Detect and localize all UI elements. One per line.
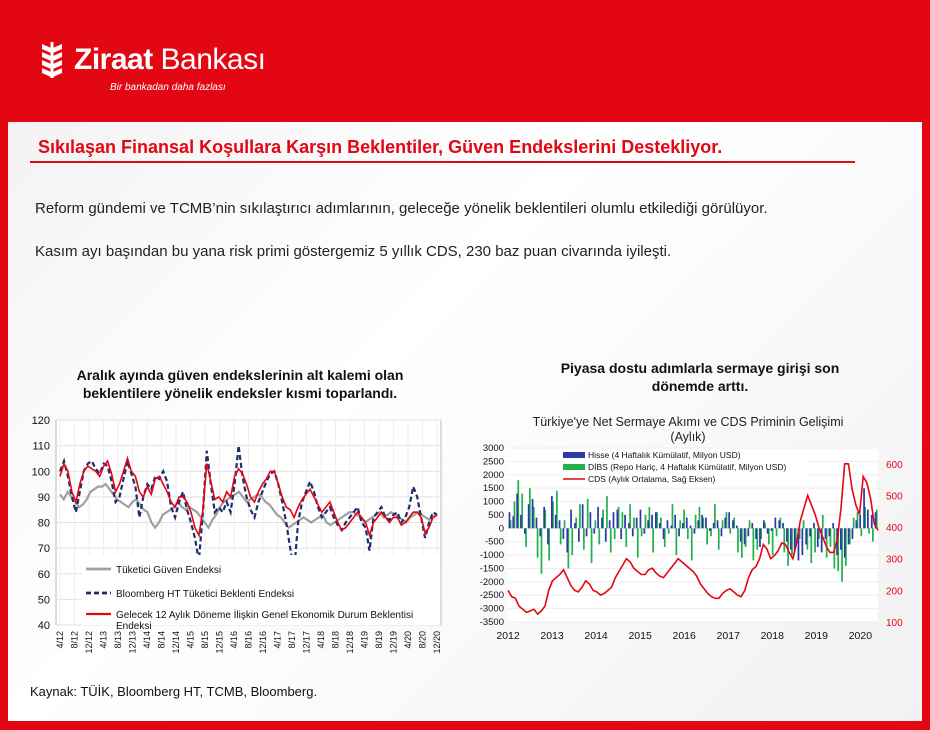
bar-hisse	[578, 528, 580, 541]
bar-hisse	[728, 512, 730, 528]
confidence-index-chart	[22, 412, 450, 670]
bar-hisse	[863, 488, 865, 528]
bar-hisse	[620, 528, 622, 539]
slide-title	[30, 135, 855, 163]
x-tick-label: 12/19	[388, 631, 399, 654]
bar-dibs	[614, 528, 616, 539]
capital-flow-chart	[468, 408, 908, 648]
bar-hisse	[709, 528, 711, 531]
bar-hisse	[644, 528, 646, 533]
bar-hisse	[697, 520, 699, 528]
bar-hisse	[601, 518, 603, 529]
bar-hisse	[717, 520, 719, 528]
x-tick-label: 2013	[540, 630, 564, 642]
x-tick-label: 2014	[584, 630, 608, 642]
bar-dibs	[537, 528, 539, 557]
bar-dibs	[814, 528, 816, 552]
x-tick-label: 2012	[496, 630, 520, 642]
x-tick-label: 4/12	[55, 631, 65, 649]
bar-hisse	[790, 528, 792, 549]
bar-dibs	[595, 520, 597, 528]
bar-dibs	[772, 528, 774, 555]
x-tick-label: 2020	[848, 630, 873, 642]
bar-dibs	[868, 528, 870, 533]
wheat-icon	[38, 40, 66, 80]
bar-hisse	[825, 528, 827, 539]
bar-hisse	[802, 528, 804, 555]
bar-hisse	[520, 515, 522, 528]
bar-hisse	[667, 520, 669, 528]
bar-hisse	[867, 510, 869, 529]
x-tick-label: 4/15	[185, 631, 196, 649]
bar-hisse	[632, 528, 634, 536]
legend-label-hisse: Hisse (4 Haftalık Kümülatif, Milyon USD)	[588, 450, 741, 460]
x-tick-label: 12/18	[345, 631, 355, 654]
bar-dibs	[729, 528, 731, 533]
y-tick-label: 90	[37, 491, 50, 504]
x-tick-label: 8/18	[330, 631, 341, 649]
bar-hisse	[813, 523, 815, 528]
x-tick-label: 2017	[716, 630, 740, 642]
y-tick-label: 2500	[482, 456, 504, 468]
bar-hisse	[829, 528, 831, 536]
bar-hisse	[805, 528, 807, 544]
bar-hisse	[566, 528, 568, 552]
x-tick-label: 4/13	[98, 631, 109, 649]
bar-hisse	[628, 523, 630, 528]
y2-tick-label: 200	[886, 586, 903, 598]
bar-hisse	[817, 528, 819, 547]
bar-hisse	[586, 528, 588, 536]
bar-hisse	[574, 523, 576, 528]
legend-swatch-dibs	[563, 464, 585, 470]
bar-hisse	[832, 523, 834, 528]
x-tick-label: 2015	[628, 630, 652, 642]
bar-hisse	[551, 496, 553, 528]
bar-hisse	[593, 528, 595, 533]
bar-hisse	[740, 528, 742, 541]
bar-dibs	[749, 520, 751, 528]
bar-hisse	[705, 518, 707, 529]
x-tick-label: 8/12	[69, 631, 80, 649]
paragraph-2: Kasım ayı başından bu yana risk primi göstergemiz 5 yıllık CDS, 230 baz puan civarında iyileşti.	[35, 243, 672, 260]
bar-dibs	[668, 528, 670, 533]
bar-hisse	[617, 510, 619, 529]
bar-hisse	[671, 526, 673, 529]
x-tick-label: 2016	[672, 630, 696, 642]
bar-hisse	[597, 507, 599, 528]
y-tick-label: 70	[37, 543, 50, 556]
brand-name: Ziraat Bankası	[74, 43, 266, 76]
bar-hisse	[713, 523, 715, 528]
y-tick-label: 2000	[482, 469, 504, 481]
bar-hisse	[590, 512, 592, 528]
bar-hisse	[509, 512, 511, 528]
x-tick-label: 8/17	[287, 631, 297, 649]
bar-hisse	[852, 528, 854, 539]
legend	[560, 450, 806, 487]
bar-hisse	[686, 518, 688, 529]
x-tick-label: 8/20	[417, 631, 428, 649]
bar-dibs	[633, 518, 635, 529]
y-tick-label: 60	[37, 568, 50, 581]
bar-hisse	[624, 515, 626, 528]
bar-hisse	[840, 528, 842, 549]
bar-dibs	[587, 499, 589, 528]
bar-hisse	[636, 518, 638, 529]
bar-hisse	[690, 526, 692, 529]
bar-dibs	[691, 528, 693, 560]
y-tick-label: -2500	[479, 590, 504, 602]
bar-dibs	[625, 528, 627, 547]
right-heading-line-2: dönemde arttı.	[651, 378, 749, 394]
y-tick-label: -3000	[479, 603, 504, 615]
bar-dibs	[672, 504, 674, 528]
bar-hisse	[848, 528, 850, 544]
bar-hisse	[605, 528, 607, 541]
chart-title: Türkiye'ye Net Sermaye Akımı ve CDS Priminin Gelişimi	[532, 415, 844, 429]
x-tick-label: 8/15	[200, 631, 210, 649]
y-tick-label: 3000	[482, 443, 504, 454]
x-tick-label: 4/16	[229, 631, 239, 649]
bar-dibs	[695, 515, 697, 528]
legend-label-cds: CDS (Aylık Ortalama, Sağ Eksen)	[588, 474, 716, 484]
bar-hisse	[516, 494, 518, 529]
x-tick-label: 8/13	[113, 631, 123, 649]
bar-dibs	[722, 520, 724, 528]
bar-dibs	[591, 528, 593, 563]
left-heading-line-1: Aralık ayında güven endekslerinin alt kalemi olan	[76, 367, 404, 383]
right-heading-line-1: Piyasa dostu adımlarla sermaye girişi son	[560, 360, 840, 376]
bar-hisse	[640, 510, 642, 529]
x-tick-label: 2018	[760, 630, 784, 642]
bar-hisse	[536, 518, 538, 529]
x-tick-label: 4/18	[316, 631, 326, 649]
bar-hisse	[844, 528, 846, 557]
source-note: Kaynak: TÜİK, Bloomberg HT, TCMB, Bloomberg.	[30, 684, 318, 699]
bar-hisse	[759, 528, 761, 547]
bar-hisse	[563, 528, 565, 539]
bar-hisse	[786, 528, 788, 541]
y-tick-label: -1500	[479, 563, 504, 575]
bar-hisse	[809, 528, 811, 536]
bar-dibs	[571, 528, 573, 555]
bar-hisse	[655, 512, 657, 528]
bar-dibs	[645, 515, 647, 528]
bar-dibs	[853, 518, 855, 529]
bar-hisse	[609, 520, 611, 528]
bar-hisse	[694, 528, 696, 533]
x-tick-label: 12/17	[301, 631, 312, 654]
bar-dibs	[803, 520, 805, 528]
bar-hisse	[771, 528, 773, 531]
bar-dibs	[598, 528, 600, 544]
bar-dibs	[679, 520, 681, 528]
bar-hisse	[570, 510, 572, 529]
x-tick-label: 12/15	[214, 631, 225, 654]
bar-hisse	[763, 520, 765, 528]
bar-hisse	[512, 516, 514, 528]
y-tick-label: 1000	[482, 496, 504, 508]
bar-hisse	[582, 504, 584, 528]
bar-dibs	[783, 528, 785, 552]
x-tick-label: 4/20	[403, 631, 413, 649]
y-tick-label: 40	[37, 620, 50, 632]
bar-hisse	[775, 518, 777, 529]
bar-hisse	[547, 528, 549, 544]
left-heading-line-2: beklentilere yönelik endeksler kısmi toparlandı.	[82, 385, 398, 401]
bar-hisse	[663, 528, 665, 539]
bar-dibs	[706, 528, 708, 544]
x-tick-label: 12/14	[171, 631, 181, 654]
bar-dibs	[583, 528, 585, 549]
bar-hisse	[856, 520, 858, 528]
bar-hisse	[755, 528, 757, 539]
bar-dibs	[606, 496, 608, 528]
bar-hisse	[524, 528, 526, 533]
x-tick-label: 12/12	[84, 631, 94, 654]
bar-hisse	[532, 499, 534, 528]
y-tick-label: 50	[37, 594, 50, 607]
y2-tick-label: 500	[886, 491, 903, 503]
right-chart-heading	[520, 359, 880, 395]
y-tick-label: 110	[32, 440, 50, 453]
x-tick-label: 8/19	[374, 631, 384, 649]
x-tick-label: 12/20	[432, 631, 442, 654]
bar-dibs	[610, 528, 612, 552]
y2-tick-label: 100	[886, 618, 903, 629]
bar-hisse	[732, 520, 734, 528]
bar-hisse	[559, 520, 561, 528]
bar-hisse	[859, 515, 861, 528]
y-tick-label: 100	[31, 466, 50, 479]
bar-dibs	[687, 528, 689, 539]
x-tick-label: 4/17	[272, 631, 283, 649]
y-tick-label: 80	[37, 517, 50, 530]
bar-hisse	[721, 528, 723, 536]
bar-dibs	[564, 520, 566, 528]
bar-hisse	[744, 528, 746, 544]
x-tick-label: 4/19	[359, 631, 370, 649]
x-tick-label: 8/14	[156, 631, 167, 649]
y-tick-label: 500	[488, 509, 504, 521]
y2-tick-label: 400	[886, 523, 903, 535]
bar-hisse	[659, 523, 661, 528]
y-tick-label: -1000	[479, 550, 504, 562]
bar-hisse	[778, 520, 780, 528]
x-tick-label: 8/16	[243, 631, 254, 649]
bar-dibs	[776, 528, 778, 536]
y-tick-label: 0	[498, 523, 504, 535]
x-tick-label: 12/13	[127, 631, 138, 654]
bar-dibs	[579, 504, 581, 528]
bar-dibs	[652, 528, 654, 552]
bar-dibs	[753, 528, 755, 560]
y2-tick-label: 600	[886, 459, 903, 471]
bar-hisse	[724, 518, 726, 529]
paragraph-1: Reform gündemi ve TCMB’nin sıkılaştırıcı adımlarının, geleceğe yönelik beklentileri olumlu etkilediği görülüyor.	[35, 200, 768, 217]
bar-hisse	[674, 515, 676, 528]
bar-hisse	[539, 528, 541, 536]
bar-hisse	[528, 504, 530, 528]
left-chart-heading	[40, 366, 440, 402]
bar-dibs	[676, 528, 678, 555]
bar-hisse	[751, 523, 753, 528]
bar-hisse	[782, 523, 784, 528]
bar-hisse	[555, 515, 557, 528]
legend-label-2: Bloomberg HT Tüketici Beklenti Endeksi	[116, 589, 295, 600]
bar-hisse	[736, 526, 738, 529]
bar-hisse	[748, 528, 750, 536]
bar-hisse	[678, 528, 680, 536]
y-tick-label: 1500	[482, 483, 504, 495]
legend-label-1: Tüketici Güven Endeksi	[116, 565, 222, 576]
legend-label-dibs: DİBS (Repo Hariç, 4 Haftalık Kümülatif, Milyon USD)	[588, 462, 787, 472]
y-tick-label: -500	[484, 536, 504, 548]
bar-dibs	[737, 528, 739, 552]
x-tick-label: 4/14	[142, 631, 152, 649]
y2-tick-label: 300	[886, 554, 903, 566]
slide-title-text: Sıkılaşan Finansal Koşullara Karşın Beklentiler, Güven Endekslerini Destekliyor.	[38, 137, 723, 157]
legend-label-3b: Endeksi	[116, 621, 152, 632]
bar-hisse	[543, 507, 545, 528]
bar-dibs	[560, 528, 562, 544]
x-tick-label: 12/16	[258, 631, 268, 654]
y-tick-label: -2000	[479, 576, 504, 588]
bar-hisse	[871, 515, 873, 528]
bar-hisse	[651, 515, 653, 528]
bar-dibs	[718, 528, 720, 549]
y-tick-label: -3500	[479, 617, 504, 628]
bar-dibs	[861, 528, 863, 536]
bar-hisse	[701, 515, 703, 528]
bar-hisse	[647, 520, 649, 528]
bar-dibs	[622, 512, 624, 528]
legend-label-3a: Gelecek 12 Aylık Döneme İlişkin Genel Ekonomik Durum Beklentisi	[116, 610, 414, 621]
y-tick-label: 120	[31, 415, 50, 427]
legend-swatch-hisse	[563, 452, 585, 458]
bar-hisse	[613, 512, 615, 528]
brand-tagline: Bir bankadan daha fazlası	[110, 82, 226, 93]
bar-dibs	[641, 528, 643, 536]
bar-hisse	[682, 523, 684, 528]
bar-dibs	[822, 515, 824, 528]
bar-hisse	[767, 528, 769, 533]
x-tick-label: 2019	[804, 630, 829, 642]
chart-subtitle: (Aylık)	[670, 430, 706, 444]
bar-dibs	[872, 528, 874, 541]
legend	[82, 555, 439, 632]
brand-logo	[38, 40, 265, 80]
bar-dibs	[637, 528, 639, 557]
